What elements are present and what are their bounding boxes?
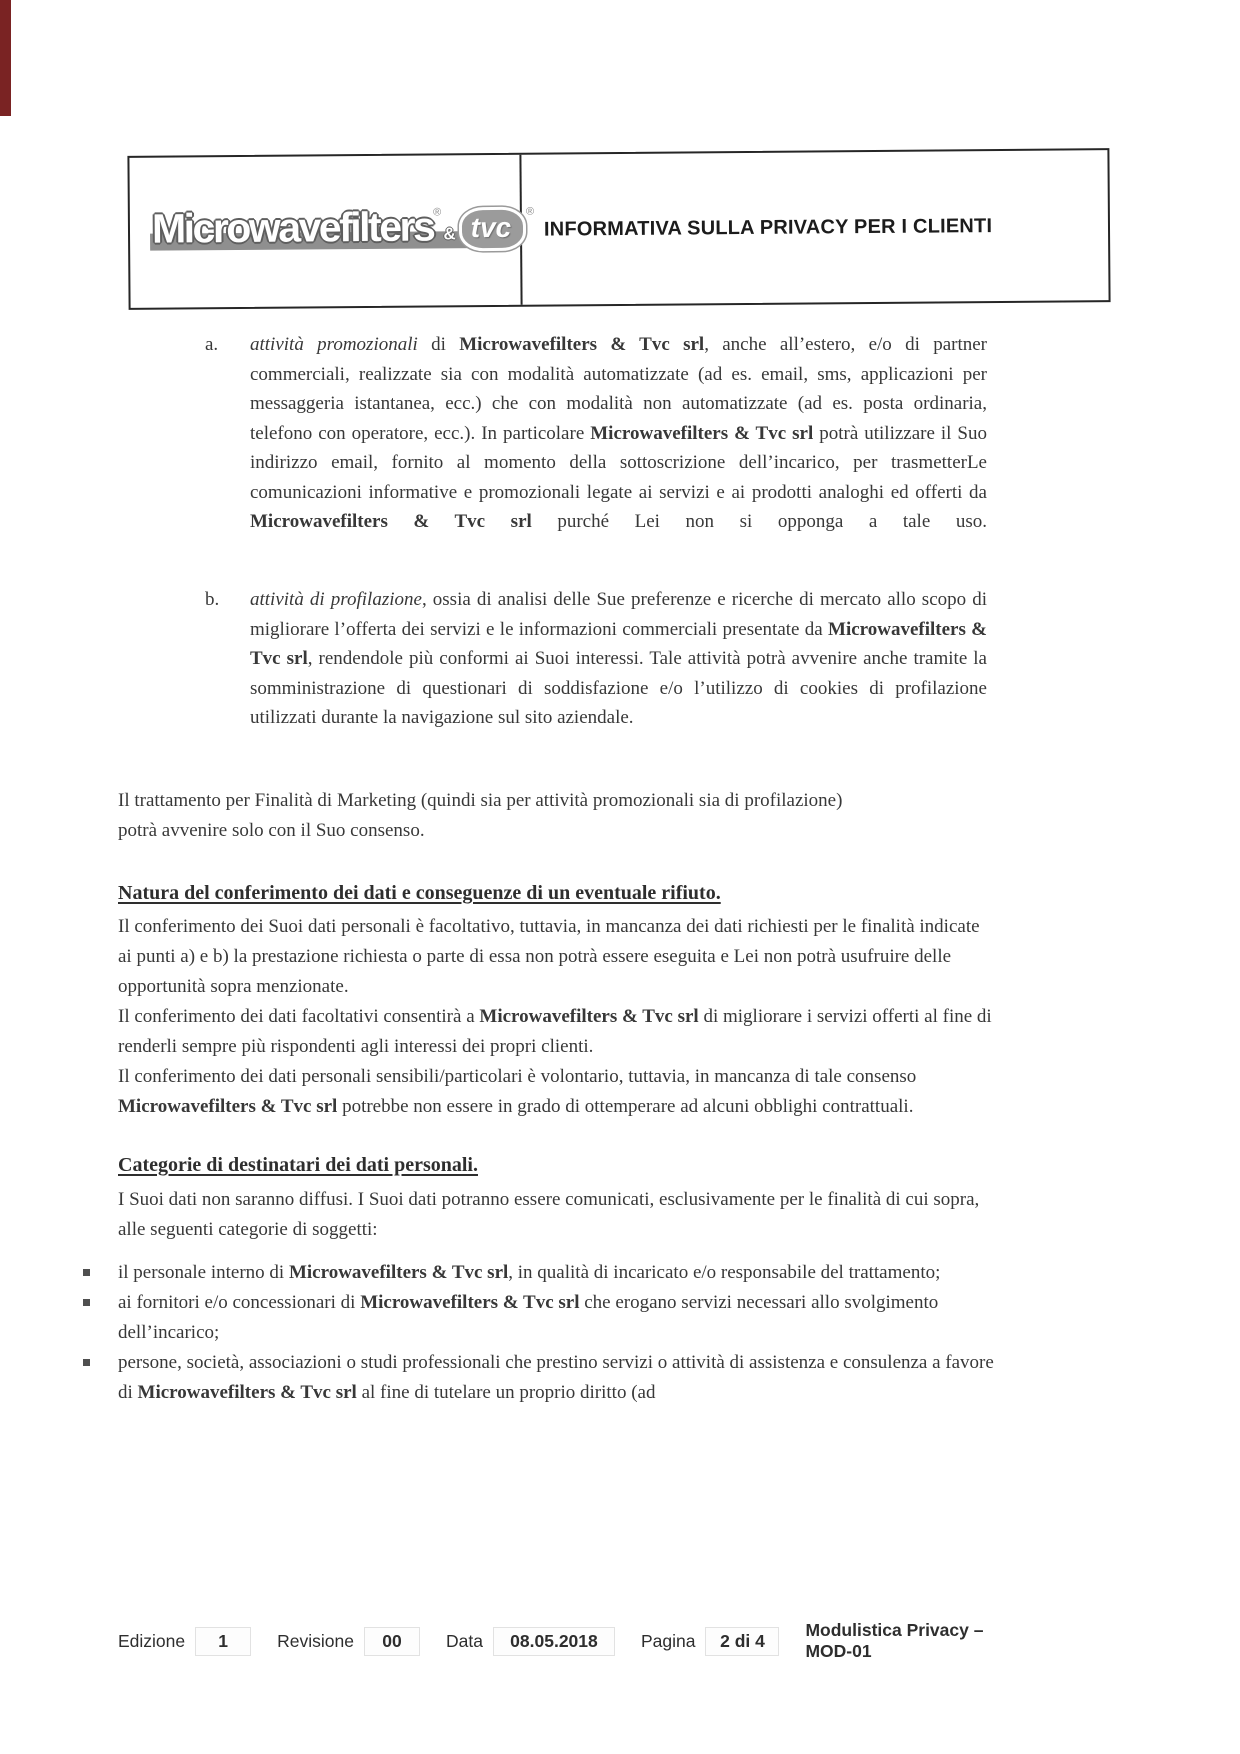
footer-field-revisione	[277, 1627, 420, 1656]
logo-wordmark: Microwavefilters	[151, 203, 434, 252]
list-item	[80, 1258, 994, 1288]
footer-label-data: Data	[446, 1630, 483, 1651]
footer-field-edizione	[118, 1627, 251, 1656]
footer-label-pagina: Pagina	[640, 1630, 696, 1651]
document-footer	[118, 1620, 1017, 1662]
bullet-icon	[80, 1288, 118, 1348]
registered-mark-icon: ®	[433, 206, 442, 219]
bullet-personale-interno: il personale interno di Microwavefilters & Tvc srl, in qualità di incaricato e/o responsabile del trattamento;	[118, 1262, 941, 1283]
bullet-list-destinatari	[80, 1258, 994, 1408]
section-natura-body	[118, 912, 994, 1122]
paragraph-categorie-intro: I Suoi dati non saranno diffusi. I Suoi dati potranno essere comunicati, esclusivamente per le finalità di cui sopra, alle seguenti categorie di soggetti:	[118, 1189, 980, 1240]
heading-categorie-destinatari: Categorie di destinatari dei dati personali.	[118, 1154, 478, 1176]
paragraph-dati-facoltativi: Il conferimento dei dati facoltativi consentirà a Microwavefilters & Tvc srl di migliorare i servizi offerti al fine di renderli sempre più rispondenti agli interessi dei propri clienti.	[118, 1006, 992, 1057]
list-item	[80, 1348, 994, 1408]
paragraph-conferimento-facoltativo: Il conferimento dei Suoi dati personali è facoltativo, tuttavia, in mancanza dei dati richiesti per le finalità indicate ai punti a) e b) la prestazione richiesta o parte di essa non potrà essere eseguita e Lei non potrà usufruire delle opportunità sopra menzionate.	[118, 916, 980, 997]
footer-value-pagina: 2 di 4	[705, 1627, 779, 1656]
logo-lockup	[151, 198, 535, 265]
list-marker-a: a.	[205, 334, 219, 355]
list-marker-b: b.	[205, 589, 220, 610]
bullet-consulenti: persone, società, associazioni o studi professionali che prestino servizi o attività di assistenza e consulenza a favore di Microwavefilters & Tvc srl al fine di tutelare un proprio diritto (ad	[118, 1352, 994, 1403]
paragraph-attivita-promozionali: attività promozionali di Microwavefilters & Tvc srl, anche all’estero, e/o di partner commerciali, realizzate sia con modalità automatizzate (ad es. email, sms, applicazioni per messaggeria istantanea, ecc.) che con modalità non automatizzate (ad es. posta ordinaria, telefono con operatore, ecc.). In particolare Microwavefilters & Tvc srl potrà utilizzare il Suo indirizzo email, fornito al momento della sottoscrizione dell’incarico, per trasmetterLe comunicazioni informative e promozionali legate ai servizi e ai prodotti analoghi ed offerti da Microwavefilters & Tvc srl purché Lei non si opponga a tale uso.	[250, 334, 988, 532]
footer-label-revisione: Revisione	[277, 1630, 354, 1651]
header-title-cell	[521, 150, 1108, 305]
footer-doc-ref: Modulistica Privacy – MOD-01	[805, 1620, 984, 1661]
list-item-a	[198, 330, 987, 537]
document-title: INFORMATIVA SULLA PRIVACY PER I CLIENTI	[543, 214, 993, 241]
document-header	[127, 148, 1110, 310]
bullet-icon	[80, 1348, 118, 1408]
heading-natura-conferimento: Natura del conferimento dei dati e conseguenze di un eventuale rifiuto.	[118, 882, 721, 904]
paragraph-dati-sensibili: Il conferimento dei dati personali sensibili/particolari è volontario, tuttavia, in mancanza di tale consenso Microwavefilters & Tvc srl potrebbe non essere in grado di ottemperare ad alcuni obblighi contrattuali.	[118, 1066, 917, 1117]
logo-tvc-badge: tvc	[459, 207, 527, 252]
footer-label-edizione: Edizione	[118, 1630, 186, 1651]
footer-field-data	[446, 1627, 615, 1656]
scan-edge-artifact	[0, 0, 11, 116]
logo-ampersand: &	[443, 224, 456, 244]
paragraph-marketing-consenso: Il trattamento per Finalità di Marketing (quindi sia per attività promozionali sia di profilazione) potrà avvenire solo con il Suo consenso.	[118, 790, 843, 841]
registered-mark-icon: ®	[525, 205, 535, 218]
bullet-icon	[80, 1258, 118, 1288]
list-item-b	[198, 585, 987, 733]
bullet-fornitori: ai fornitori e/o concessionari di Microwavefilters & Tvc srl che erogano servizi necessari allo svolgimento dell’incarico;	[118, 1292, 939, 1343]
footer-value-revisione: 00	[364, 1627, 420, 1656]
footer-value-edizione: 1	[195, 1627, 251, 1656]
footer-value-data: 08.05.2018	[493, 1627, 615, 1656]
company-logo	[129, 155, 535, 308]
footer-field-pagina	[641, 1627, 780, 1656]
paragraph-attivita-profilazione: attività di profilazione, ossia di analisi delle Sue preferenze e ricerche di mercato allo scopo di migliorare l’offerta dei servizi e le informazioni commerciali presentate da Microwavefilters & Tvc srl, rendendole più conformi ai Suoi interessi. Tale attività potrà avvenire anche tramite la somministrazione di questionari di soddisfazione e/o l’utilizzo di cookies di profilazione utilizzati durante la navigazione sul sito aziendale.	[250, 589, 987, 728]
list-item	[80, 1288, 994, 1348]
